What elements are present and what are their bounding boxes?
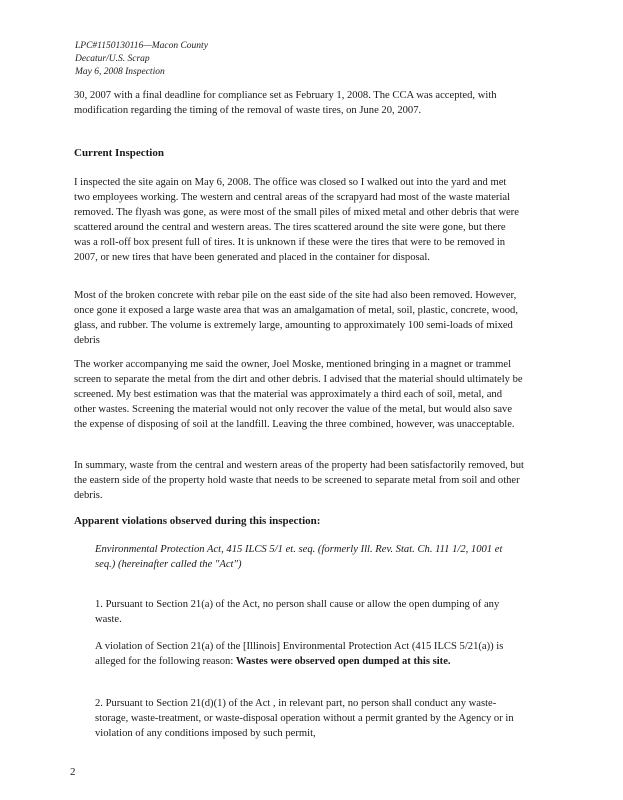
violation-item-1: 1. Pursuant to Section 21(a) of the Act, no person shall cause or allow the open dumping of any waste. <box>95 599 500 625</box>
inspection-paragraph-2 <box>74 288 524 348</box>
act-citation: Environmental Protection Act, 415 ILCS 5/1 et. seq. (formerly Ill. Rev. Stat. Ch. 111 1/2, 1001 et seq.) (hereinafter called the "Act") <box>95 544 503 570</box>
inspection-paragraph-2-text: Most of the broken concrete with rebar pile on the east side of the site had also been removed. However, once gone it exposed a large waste area that was an amalgamation of metal, soil, plastic, concrete, wood, glass, and rubber. The volume is extremely large, amounting to approximately 100 semi-loads of mixed debris <box>74 290 518 346</box>
violation-item-1-reason: Wastes were observed open dumped at this site. <box>235 656 451 667</box>
intro-text: 30, 2007 with a final deadline for compliance set as February 1, 2008. The CCA was accepted, with modification regarding the timing of the removal of waste tires, on June 20, 2007. <box>74 90 497 116</box>
violation-item-1-allegation <box>95 639 525 669</box>
intro-paragraph <box>74 88 524 118</box>
current-inspection-heading: Current Inspection <box>74 147 164 159</box>
inspection-paragraph-1 <box>74 175 524 265</box>
violations-heading: Apparent violations observed during this inspection: <box>74 515 321 527</box>
page-number: 2 <box>70 766 76 778</box>
inspection-paragraph-3-text: The worker accompanying me said the owner, Joel Moske, mentioned bringing in a magnet or trammel screen to separate the metal from the dirt and other debris. I advised that the material should ultimately be screened. My best estimation was that the material was approximately a third each of soil, metal, and other wastes. Screening the material would not only recover the value of the metal, but would also save the expense of disposing of soil at the landfill. Leaving the three combined, however, was unacceptable. <box>74 359 523 430</box>
inspection-paragraph-1-text: I inspected the site again on May 6, 2008. The office was closed so I walked out into the yard and met two employees working. The western and central areas of the scrapyard had most of the waste material removed. The flyash was gone, as were most of the small piles of mixed metal and other debris that were scattered around the central and western areas. The tires scattered around the site were gone, but there was a roll-off box present full of tires. It is unknown if these were the tires that were to be removed in 2007, or new tires that have been generated and placed in the container for disposal. <box>74 177 519 263</box>
inspection-paragraph-4 <box>74 458 524 503</box>
header-inspection-date: May 6, 2008 Inspection <box>75 67 165 77</box>
document-header <box>75 40 208 79</box>
header-file-number: LPC#1150130116—Macon County <box>75 41 208 51</box>
violation-item-1-alleged-text: A violation of Section 21(a) of the [Illinois] Environmental Protection Act (415 ILCS 5/21(a)) is alleged for the following reason: <box>95 641 504 667</box>
inspection-paragraph-3 <box>74 357 524 432</box>
inspection-paragraph-4-text: In summary, waste from the central and western areas of the property had been satisfactorily removed, but the eastern side of the property hold waste that needs to be screened to separate metal from soil and other debris. <box>74 460 524 501</box>
violation-item-2: 2. Pursuant to Section 21(d)(1) of the Act , in relevant part, no person shall conduct any waste-storage, waste-treatment, or waste-disposal operation without a permit granted by the Agency or in violation of any conditions imposed by such permit, <box>95 698 514 739</box>
header-site-name: Decatur/U.S. Scrap <box>75 54 150 64</box>
